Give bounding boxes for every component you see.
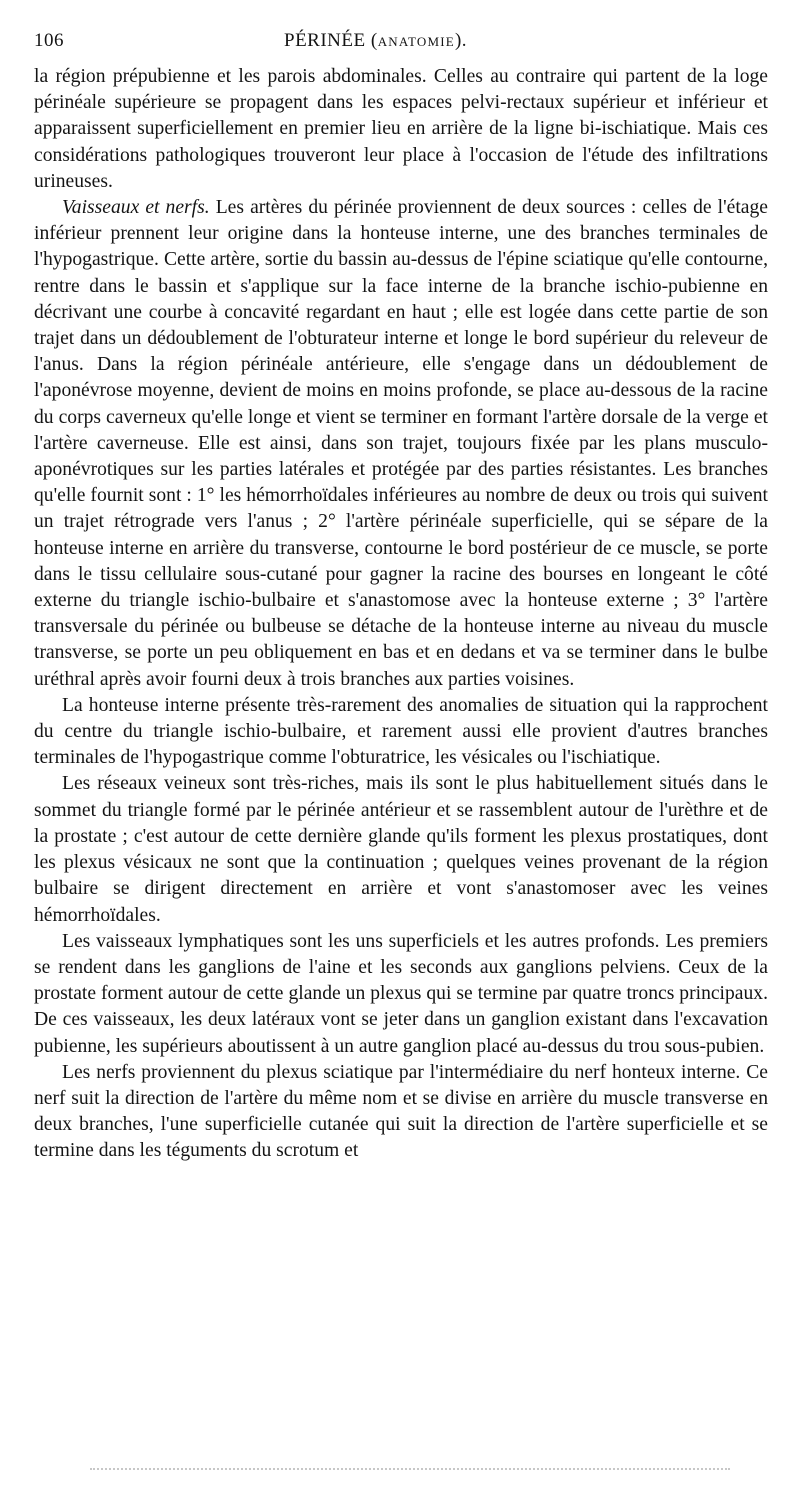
running-title-sub: ANATOMIE [377, 34, 455, 49]
paragraph-continuation: la région prépubienne et les parois abdominales. Celles au contraire qui partent de la loge périnéale supérieure se propagent dans les espaces pelvi-rectaux supérieur et inférieur et apparaissent superficiellement en premier lieu en arrière de la ligne bi-ischiatique. Mais ces considérations pathologiques trouveront leur place à l'occasion de l'étude des infiltrations urineuses. [34, 66, 768, 192]
running-title-main: PÉRINÉE [284, 30, 366, 51]
paragraph-vaisseaux-lymphatiques: Les vaisseaux lymphatiques sont les uns superficiels et les autres profonds. Les premiers se rendent dans les ganglions de l'aine et les seconds aux ganglions pelviens. Ceux de la prostate forment autour de cette glande un plexus qui se termine par quatre troncs principaux. De ces vaisseaux, les deux latéraux vont se jeter dans un ganglion existant dans l'excavation pubienne, les supérieurs aboutissent à un autre ganglion placé au-dessus du trou sous-pubien. [34, 930, 768, 1057]
body-text [34, 64, 768, 1165]
paragraph-vaisseaux-et-nerfs [34, 195, 768, 693]
running-title-open: ( [365, 30, 378, 51]
section-lead-heading: Vaisseaux et nerfs. [62, 197, 210, 219]
book-page [34, 30, 768, 1165]
paragraph-text: Les artères du périnée proviennent de deux sources : celles de l'étage inférieur prennent leur origine dans la honteuse interne, une des branches terminales de l'hypogastrique. Cette artère, sortie du bassin au-dessus de l'épine sciatique qu'elle contourne, rentre dans le bassin et s'applique sur la face interne de la branche ischio-pubienne en décrivant une courbe à concavité regardant en haut ; elle est logée dans cette partie de son trajet dans un dédoublement de l'obturateur interne et longe le bord supérieur du releveur de l'anus. Dans la région périnéale antérieure, elle s'engage dans un dédoublement de l'aponévrose moyenne, devient de moins en moins profonde, se place au-dessous de la racine du corps caverneux qu'elle longe et vient se terminer en formant l'artère dorsale de la verge et l'artère caverneuse. Elle est ainsi, dans son trajet, toujours fixée par les plans musculo-aponévrotiques sur les parties latérales et protégée par des parties résistantes. Les branches qu'elle fournit sont : 1° les hémorrhoïdales inférieures au nombre de deux ou trois qui suivent un trajet rétrograde vers l'anus ; 2° l'artère périnéale superficielle, qui se sépare de la honteuse interne en arrière du transverse, contourne le bord postérieur de ce muscle, se porte dans le tissu cellulaire sous-cutané pour gagner la racine des bourses en longeant le côté externe du triangle ischio-bulbaire et s'anastomose avec la honteuse externe ; 3° l'artère transversale du périnée ou bulbeuse se détache de la honteuse interne au niveau du muscle transverse, se porte un peu obliquement en bas et en dedans et va se terminer dans le bulbe uréthral après avoir fourni deux à trois branches aux parties voisines. [34, 197, 768, 690]
page-number: 106 [34, 30, 64, 51]
paragraph-honteuse-interne: La honteuse interne présente très-rarement des anomalies de situation qui la rapprochent du centre du triangle ischio-bulbaire, et rarement aussi elle provient d'autres branches terminales de l'hypogastrique comme l'obturatrice, les vésicales ou l'ischiatique. [34, 694, 768, 769]
running-header [34, 30, 768, 64]
running-title [284, 30, 467, 52]
running-title-close: ). [454, 30, 468, 51]
page-footer-rule [90, 1468, 730, 1476]
paragraph-nerfs: Les nerfs proviennent du plexus sciatique par l'intermédiaire du nerf honteux interne. Ce nerf suit la direction de l'artère du même nom et se divise en arrière du muscle transverse en deux branches, l'une superficielle cutanée qui suit la direction de l'artère superficielle et se termine dans les téguments du scrotum et [34, 1061, 768, 1162]
paragraph-reseaux-veineux: Les réseaux veineux sont très-riches, mais ils sont le plus habituellement situés dans le sommet du triangle formé par le périnée antérieur et se rassemblent autour de l'urèthre et de la prostate ; c'est autour de cette dernière glande qu'ils forment les plexus prostatiques, dont les plexus vésicaux ne sont que la continuation ; quelques veines provenant de la région bulbaire se dirigent directement en arrière et vont s'anastomoser avec les veines hémorrhoïdales. [34, 773, 768, 926]
